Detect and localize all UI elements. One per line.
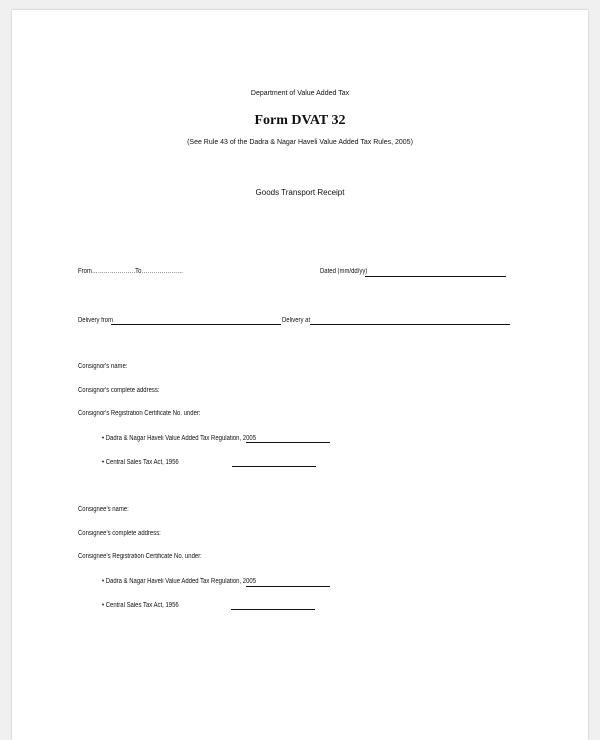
dated-input-line[interactable]	[365, 276, 506, 277]
form-title: Form DVAT 32	[254, 113, 346, 128]
consignor-address-label: Consignor's complete address:	[78, 387, 160, 394]
consignee-reg-label: Consignee's Registration Certificate No. under:	[78, 553, 202, 560]
consignor-cst-input-line[interactable]	[232, 466, 316, 467]
consignor-name-label: Consignor's name:	[78, 363, 128, 370]
delivery-from-label: Delivery from	[78, 317, 114, 324]
consignee-name-label: Consignee's name:	[78, 506, 129, 513]
consignor-cst-label: • Central Sales Tax Act, 1956	[102, 459, 179, 466]
from-to-field: From………………….To…………………	[78, 268, 184, 275]
delivery-at-label: Delivery at	[282, 317, 311, 324]
department-label: Department of Value Added Tax	[250, 90, 350, 97]
consignee-cst-input-line[interactable]	[231, 609, 315, 610]
form-subtitle: (See Rule 43 of the Dadra & Nagar Haveli Value Added Tax Rules, 2005)	[187, 139, 413, 146]
consignee-address-label: Consignee's complete address:	[78, 530, 161, 537]
delivery-at-input-line[interactable]	[310, 324, 510, 325]
delivery-from-input-line[interactable]	[111, 324, 281, 325]
consignee-cst-label: • Central Sales Tax Act, 1956	[102, 602, 179, 609]
consignor-vat-reg-label: • Dadra & Nagar Haveli Value Added Tax Regulation, 2005	[102, 435, 257, 442]
consignee-vat-reg-input-line[interactable]	[246, 586, 330, 587]
dated-label: Dated (mm/dd/yy)	[320, 268, 368, 275]
consignee-vat-reg-label: • Dadra & Nagar Haveli Value Added Tax Regulation, 2005	[102, 578, 257, 585]
document-name: Goods Transport Receipt	[255, 188, 345, 197]
consignor-reg-label: Consignor's Registration Certificate No. under:	[78, 410, 201, 417]
consignor-vat-reg-input-line[interactable]	[246, 442, 330, 443]
